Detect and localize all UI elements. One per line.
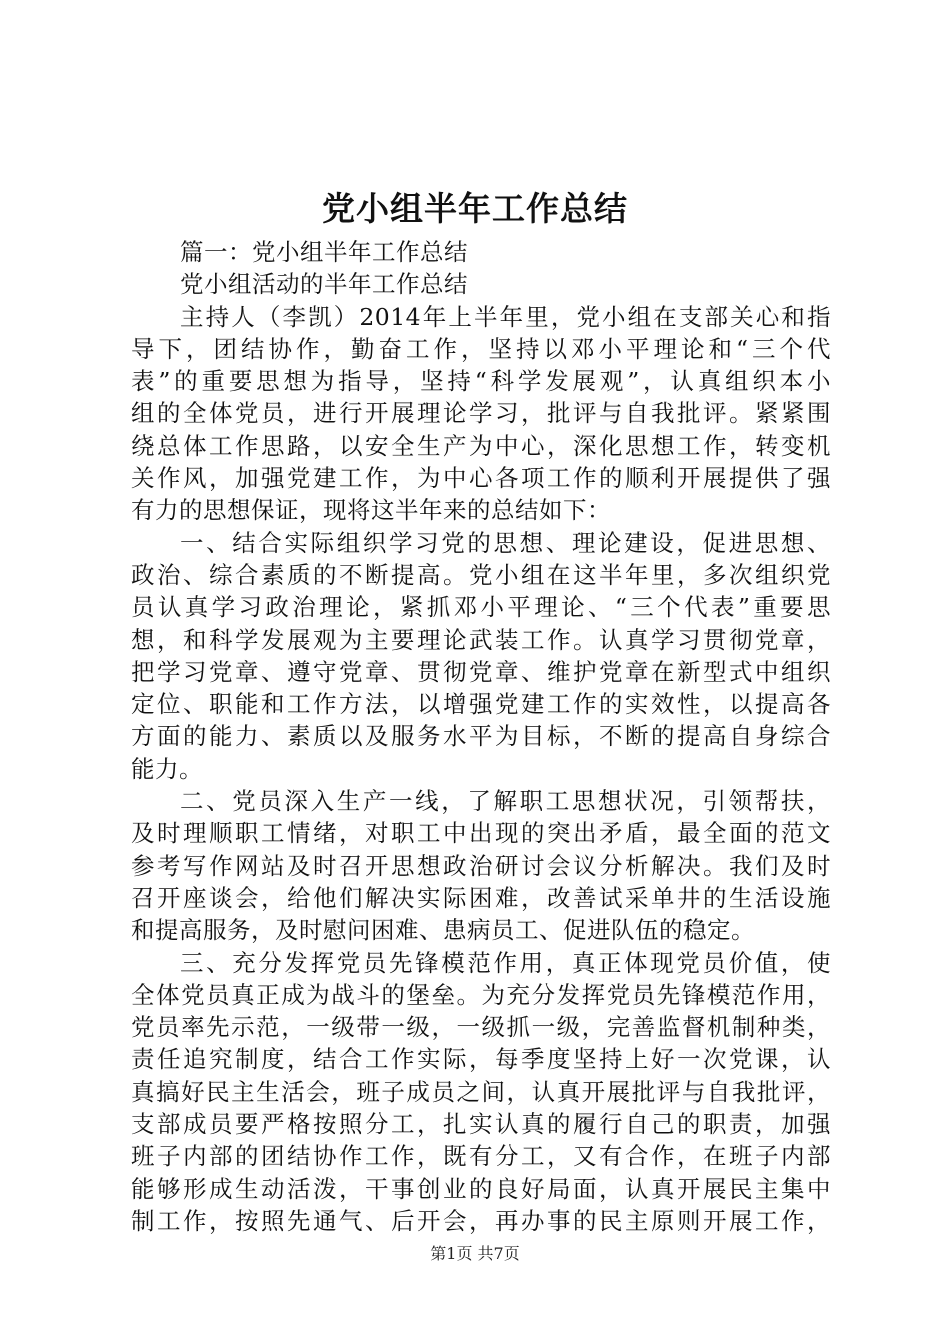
text-line: 想，和科学发展观为主要理论武装工作。认真学习贯彻党章， xyxy=(131,625,831,654)
text-line: 导下，团结协作，勤奋工作，坚持以邓小平理论和“三个代 xyxy=(131,334,831,363)
page-footer: 第1页 共7页 xyxy=(430,1244,520,1263)
text-line: 能力。 xyxy=(131,754,203,783)
text-line: 一、结合实际组织学习党的思想、理论建设，促进思想、 xyxy=(180,528,831,557)
text-line: 主持人（李凯）2014年上半年里，党小组在支部关心和指 xyxy=(180,302,831,331)
text-line: 和提高服务，及时慰问困难、患病员工、促进队伍的稳定。 xyxy=(131,916,755,945)
text-line: 支部成员要严格按照分工，扎实认真的履行自己的职责，加强 xyxy=(131,1110,831,1139)
text-line: 二、党员深入生产一线，了解职工思想状况，引领帮扶， xyxy=(180,787,831,816)
text-line: 把学习党章、遵守党章、贯彻党章、维护党章在新型式中组织 xyxy=(131,657,831,686)
text-line: 参考写作网站及时召开思想政治研讨会议分析解决。我们及时 xyxy=(131,851,831,880)
text-line: 方面的能力、素质以及服务水平为目标，不断的提高自身综合 xyxy=(131,722,831,751)
text-line: 班子内部的团结协作工作，既有分工，又有合作，在班子内部 xyxy=(131,1142,831,1171)
text-line: 绕总体工作思路，以安全生产为中心，深化思想工作，转变机 xyxy=(131,431,831,460)
text-line: 责任追究制度，结合工作实际，每季度坚持上好一次党课，认 xyxy=(131,1045,831,1074)
text-line: 篇一：党小组半年工作总结 xyxy=(180,238,468,266)
document-body xyxy=(131,236,831,1237)
document-title: 党小组半年工作总结 xyxy=(322,189,628,228)
text-line: 关作风，加强党建工作，为中心各项工作的顺利开展提供了强 xyxy=(131,464,831,493)
text-line: 政治、综合素质的不断提高。党小组在这半年里，多次组织党 xyxy=(131,560,831,589)
text-line: 党员率先示范，一级带一级，一级抓一级，完善监督机制种类， xyxy=(131,1013,831,1042)
text-line: 召开座谈会，给他们解决实际困难，改善试采单井的生活设施 xyxy=(131,883,831,912)
text-line: 制工作，按照先通气、后开会，再办事的民主原则开展工作， xyxy=(131,1206,831,1235)
text-line: 有力的思想保证，现将这半年来的总结如下： xyxy=(131,496,611,525)
text-line: 组的全体党员，进行开展理论学习，批评与自我批评。紧紧围 xyxy=(131,399,831,428)
text-line: 能够形成生动活泼，干事创业的良好局面，认真开展民主集中 xyxy=(131,1174,831,1203)
text-line: 表”的重要思想为指导，坚持“科学发展观”，认真组织本小 xyxy=(131,367,831,396)
text-line: 定位、职能和工作方法，以增强党建工作的实效性，以提高各 xyxy=(131,690,831,719)
text-line: 全体党员真正成为战斗的堡垒。为充分发挥党员先锋模范作用， xyxy=(131,980,831,1009)
text-line: 党小组活动的半年工作总结 xyxy=(180,270,468,299)
text-line: 及时理顺职工情绪，对职工中出现的突出矛盾，最全面的范文 xyxy=(131,819,831,848)
text-line: 真搞好民主生活会，班子成员之间，认真开展批评与自我批评， xyxy=(131,1077,831,1106)
text-line: 员认真学习政治理论，紧抓邓小平理论、“三个代表”重要思 xyxy=(131,593,831,622)
text-line: 三、充分发挥党员先锋模范作用，真正体现党员价值，使 xyxy=(180,948,831,977)
